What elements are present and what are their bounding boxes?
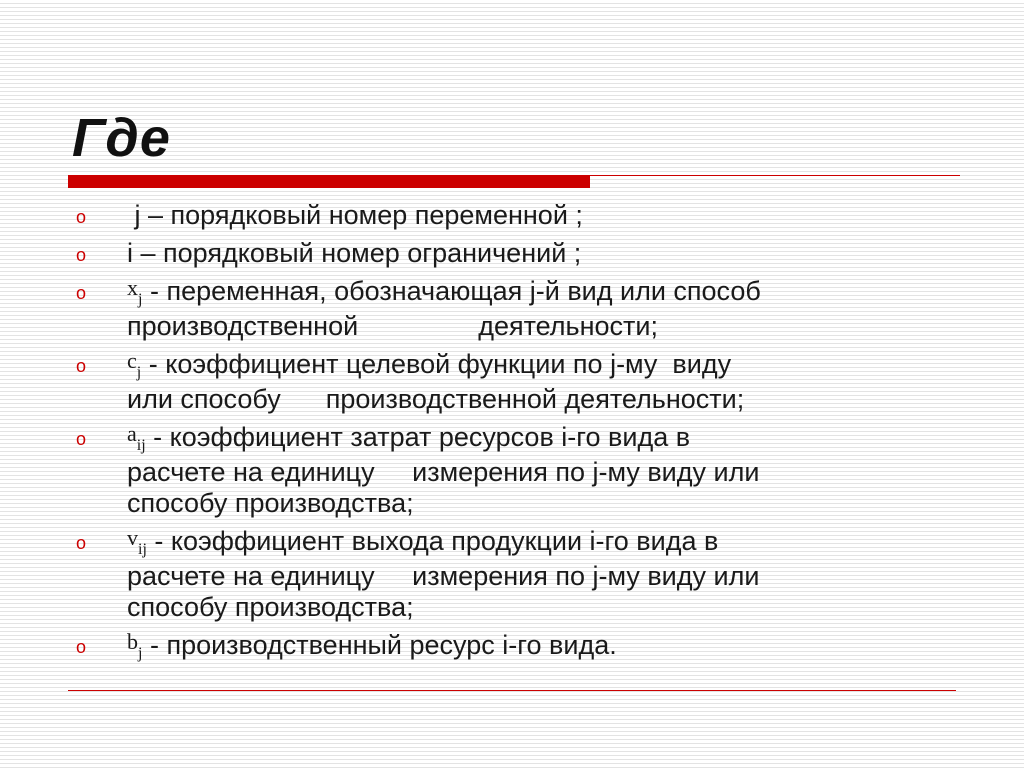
item-line-2: производственной деятельности; <box>127 311 658 341</box>
item-text: - коэффициент выхода продукции i-го вида в <box>146 526 719 556</box>
definition-list <box>0 200 1024 672</box>
item-text: j – порядковый номер переменной ; <box>127 200 583 230</box>
bullet-icon: o <box>76 429 87 449</box>
list-item <box>0 238 927 269</box>
item-line-1 <box>127 276 927 311</box>
item-line-1 <box>127 630 927 665</box>
bullet-icon: o <box>76 356 87 376</box>
math-symbol: $v_{ij}$ <box>127 525 147 558</box>
item-line-2: или способу производственной деятельности; <box>127 384 745 414</box>
slide-title: Где <box>72 108 171 168</box>
item-text: - коэффициент целевой функции по j-му виду <box>141 349 732 379</box>
math-symbol: $x_j$ <box>127 275 143 308</box>
math-symbol: $b_j$ <box>127 629 143 662</box>
list-item <box>0 200 927 231</box>
item-line-3: способу производства; <box>127 488 414 518</box>
item-text: - производственный ресурс i-го вида. <box>142 630 617 660</box>
math-symbol: $c_j$ <box>127 348 142 381</box>
item-line-1 <box>127 349 927 384</box>
title-underline-bar <box>68 175 590 188</box>
footer-rule <box>68 690 956 691</box>
list-item <box>0 276 927 342</box>
item-line-3: способу производства; <box>127 592 414 622</box>
item-text: - коэффициент затрат ресурсов i-го вида в <box>145 422 691 452</box>
bullet-icon: o <box>76 283 87 303</box>
bullet-icon: o <box>76 533 87 553</box>
item-line-1 <box>127 422 927 457</box>
list-item <box>0 422 927 519</box>
item-text: - переменная, обозначающая j-й вид или способ <box>142 276 761 306</box>
list-item <box>0 630 927 665</box>
title-underline-line <box>590 175 960 176</box>
math-symbol: $a_{ij}$ <box>127 421 146 454</box>
item-line-1 <box>127 526 927 561</box>
item-line-2: расчете на единицу измерения по j-му виду или <box>127 457 760 487</box>
item-text: i – порядковый номер ограничений ; <box>127 238 582 268</box>
bullet-icon: o <box>76 207 87 227</box>
bullet-icon: o <box>76 245 87 265</box>
list-item <box>0 349 927 415</box>
item-line-2: расчете на единицу измерения по j-му виду или <box>127 561 760 591</box>
bullet-icon: o <box>76 637 87 657</box>
list-item <box>0 526 927 623</box>
